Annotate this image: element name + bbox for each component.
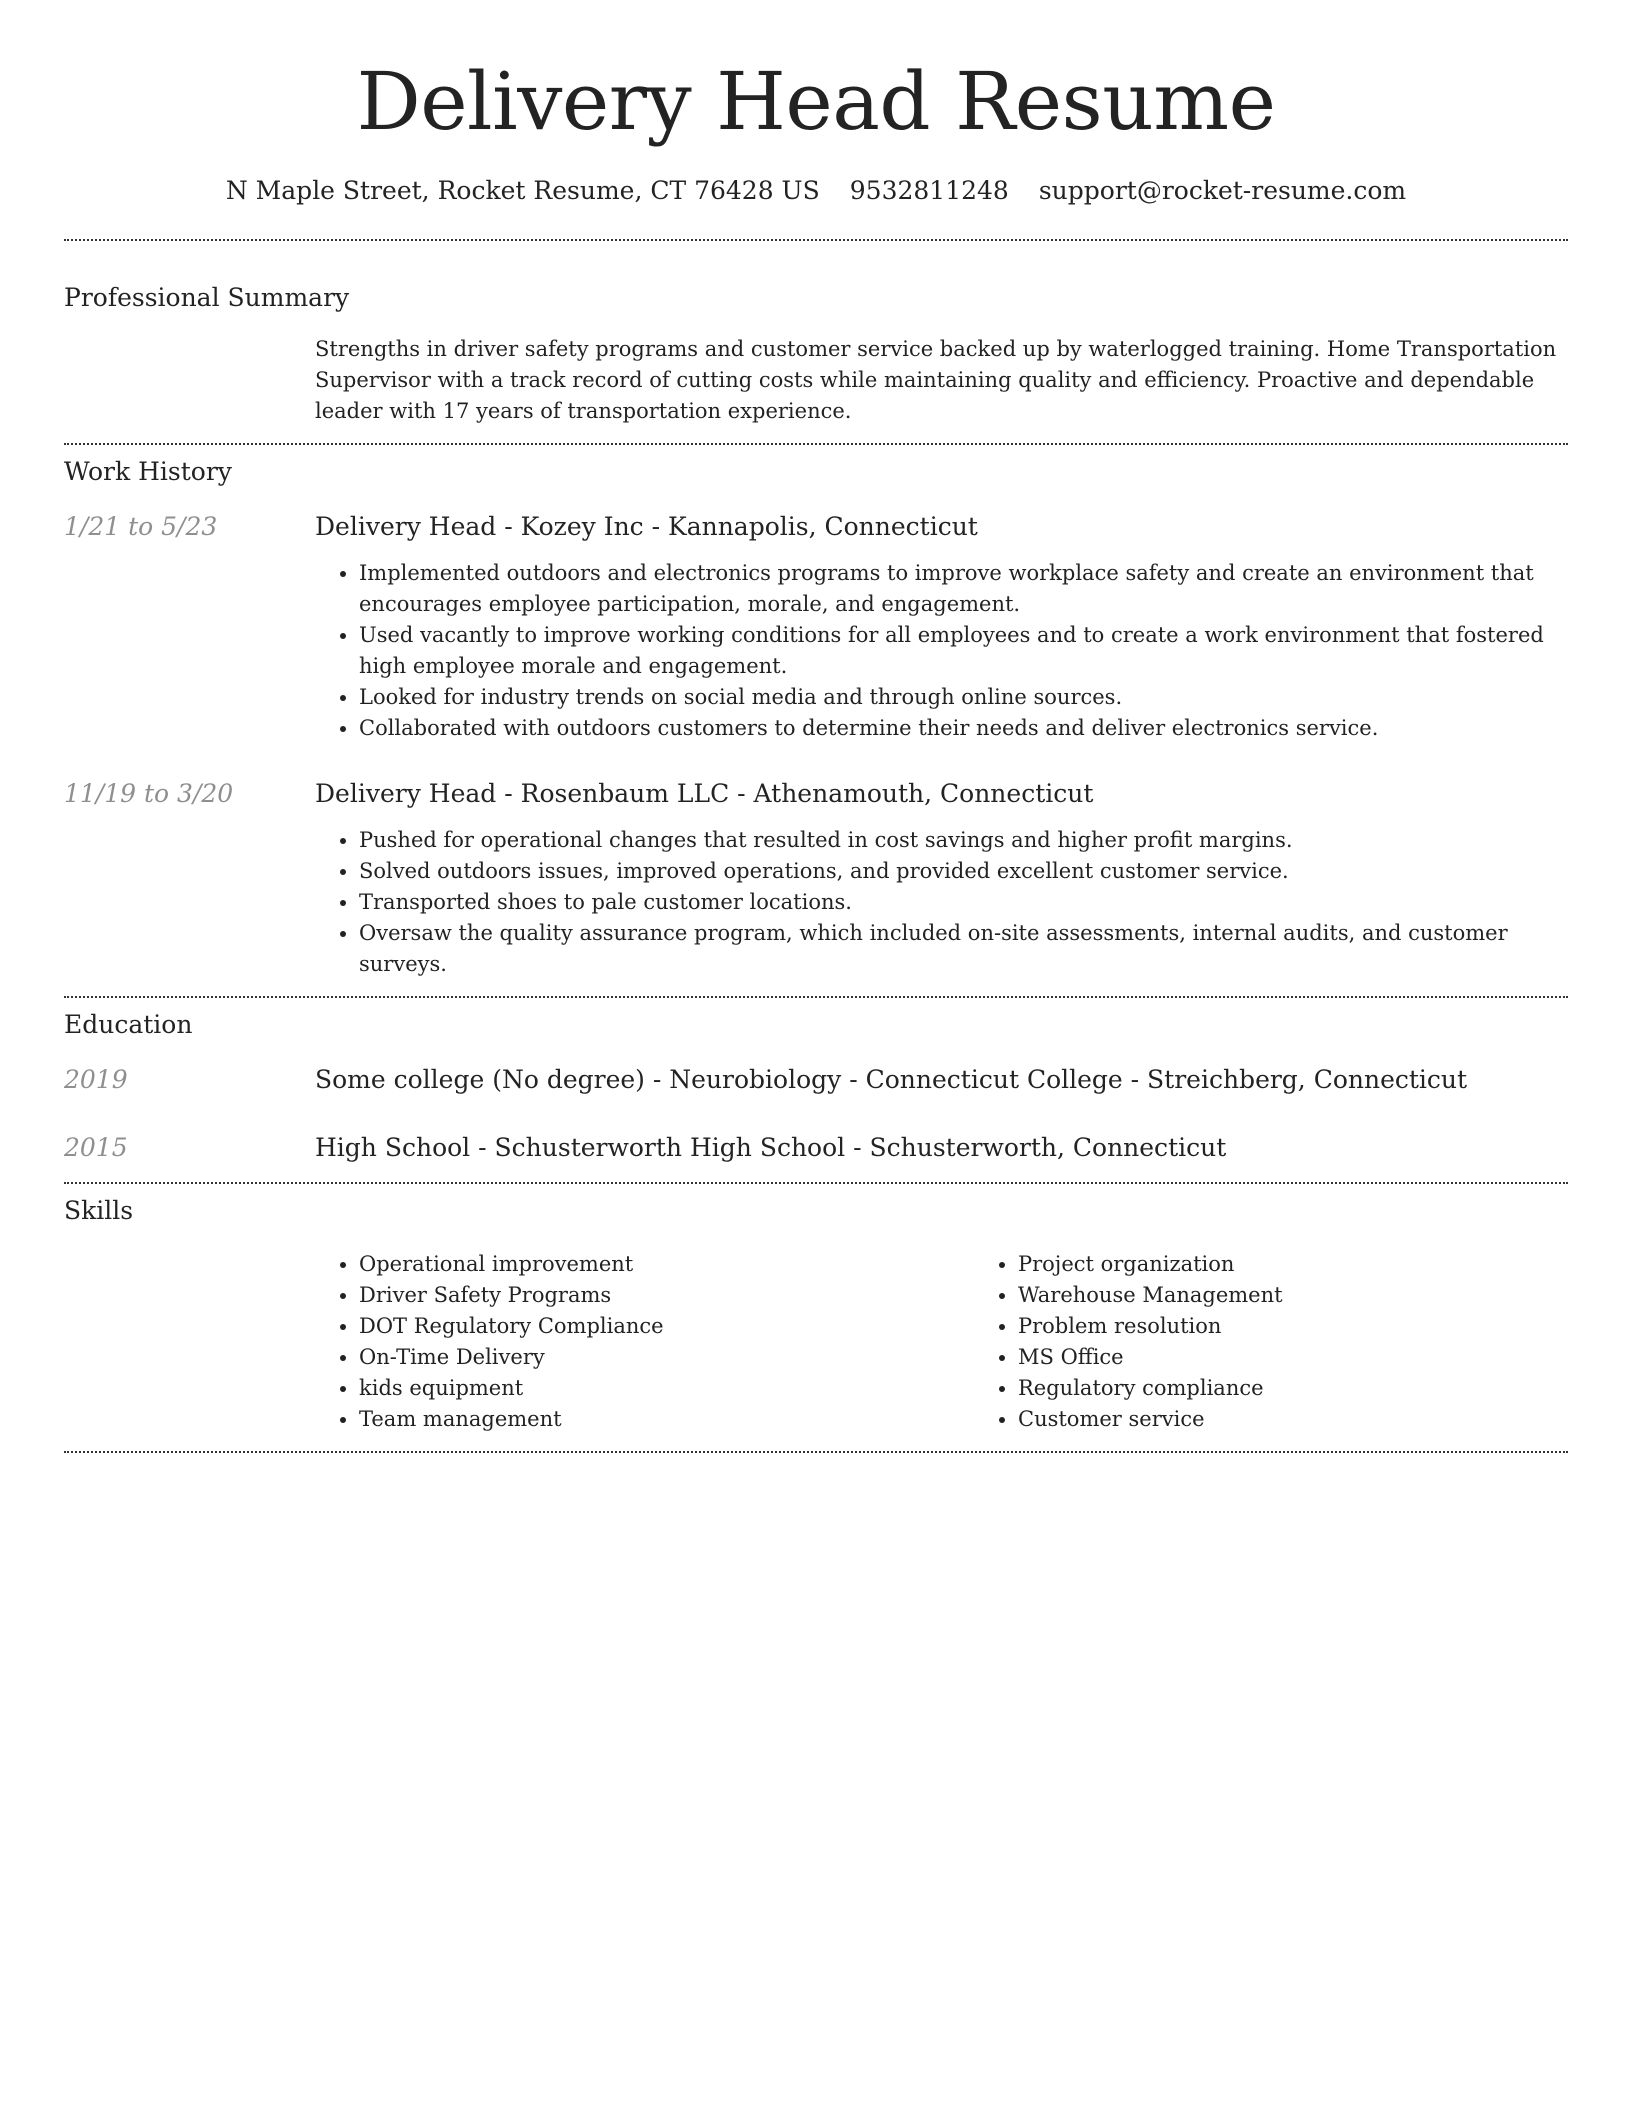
education-degree: Some college (No degree) - Neurobiology <box>315 1065 842 1094</box>
education-degree: High School <box>315 1133 471 1162</box>
job-bullets <box>315 825 1568 980</box>
work-history-heading: Work History <box>64 457 232 486</box>
skill-item: • On-Time Delivery <box>359 1342 974 1373</box>
job-bullet: • Pushed for operational changes that resulted in cost savings and higher profit margins. <box>359 825 1568 856</box>
skill-item: • Team management <box>359 1404 974 1435</box>
job-entry <box>64 511 1568 744</box>
contact-line <box>64 176 1568 205</box>
work-history-section <box>64 445 1568 980</box>
job-dates: 1/21 to 5/23 <box>64 512 218 541</box>
job-entry <box>64 778 1568 980</box>
resume-title: Delivery Head Resume <box>356 55 1276 148</box>
skills-section <box>64 1184 1568 1435</box>
skills-heading: Skills <box>64 1196 134 1225</box>
contact-address: N Maple Street, Rocket Resume, CT 76428 US <box>225 176 820 205</box>
education-school: - Schusterworth High School - Schusterworth, Connecticut <box>470 1133 1227 1162</box>
job-bullets <box>315 558 1568 744</box>
skills-list-right <box>974 1249 1632 1435</box>
education-year: 2015 <box>64 1133 128 1162</box>
contact-phone: 9532811248 <box>849 176 1009 205</box>
job-bullet: • Used vacantly to improve working conditions for all employees and to create a work environment that fostered high employee morale and engagement. <box>359 620 1568 682</box>
job-bullet: • Oversaw the quality assurance program, which included on-site assessments, internal audits, and customer surveys. <box>359 918 1568 980</box>
skill-item: • Project organization <box>1018 1249 1632 1280</box>
job-dates: 11/19 to 3/20 <box>64 779 234 808</box>
education-school: - Connecticut College - Streichberg, Connecticut <box>841 1065 1468 1094</box>
skill-item: • kids equipment <box>359 1373 974 1404</box>
skill-item: • Customer service <box>1018 1404 1632 1435</box>
skill-item: • DOT Regulatory Compliance <box>359 1311 974 1342</box>
job-bullet: • Transported shoes to pale customer locations. <box>359 887 1568 918</box>
contact-email: support@rocket-resume.com <box>1038 176 1407 205</box>
skill-item: • Problem resolution <box>1018 1311 1632 1342</box>
summary-heading: Professional Summary <box>64 283 350 312</box>
skill-item: • MS Office <box>1018 1342 1632 1373</box>
job-bullet: • Solved outdoors issues, improved operations, and provided excellent customer service. <box>359 856 1568 887</box>
education-heading: Education <box>64 1010 193 1039</box>
job-bullet: • Implemented outdoors and electronics programs to improve workplace safety and create an environment that encourages employee participation, morale, and engagement. <box>359 558 1568 620</box>
education-section <box>64 998 1568 1164</box>
skills-divider <box>64 1451 1568 1453</box>
summary-text: Strengths in driver safety programs and customer service backed up by waterlogged training. Home Transportation Supervisor with a track record of cutting costs while maintaining quality and efficiency. Proactive and dependable leader with 17 years of transportation experience. <box>315 337 1557 423</box>
job-heading: Delivery Head - Rosenbaum LLC - Athenamouth, Connecticut <box>315 779 1094 808</box>
job-bullet: • Looked for industry trends on social media and through online sources. <box>359 682 1568 713</box>
skill-item: • Warehouse Management <box>1018 1280 1632 1311</box>
education-entry <box>64 1064 1568 1096</box>
summary-section <box>64 241 1568 427</box>
resume-page <box>64 0 1568 1453</box>
skill-item: • Operational improvement <box>359 1249 974 1280</box>
skill-item: • Driver Safety Programs <box>359 1280 974 1311</box>
education-entry <box>64 1132 1568 1164</box>
education-year: 2019 <box>64 1065 128 1094</box>
skill-item: • Regulatory compliance <box>1018 1373 1632 1404</box>
skills-list-left <box>315 1249 974 1435</box>
job-heading: Delivery Head - Kozey Inc - Kannapolis, Connecticut <box>315 512 978 541</box>
job-bullet: • Collaborated with outdoors customers to determine their needs and deliver electronics service. <box>359 713 1568 744</box>
